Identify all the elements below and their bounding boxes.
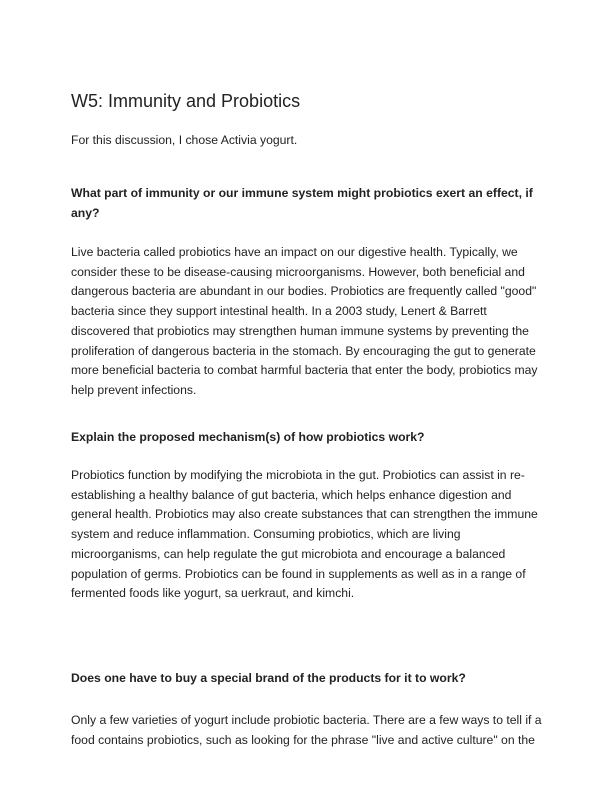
answer-line: discovered that probiotics may strengthen human immune systems by preventing the <box>71 323 529 338</box>
answer-line: microorganisms, can help regulate the gut microbiota and encourage a balanced <box>71 546 506 561</box>
document-title: W5: Immunity and Probiotics <box>71 91 301 111</box>
question-line: any? <box>71 206 100 220</box>
answer-line: general health. Probiotics may also create substances that can strengthen the immune <box>71 507 538 522</box>
answer-line: Live bacteria called probiotics have an impact on our digestive health. Typically, we <box>71 245 518 259</box>
answer-line: bacteria since they support intestinal health. In a 2003 study, Lenert & Barrett <box>71 304 487 319</box>
answer-line: consider these to be disease-causing microorganisms. However, both beneficial and <box>71 264 525 279</box>
answer-line: population of germs. Probiotics can be found in supplements as well as in a range of <box>71 566 526 581</box>
answer-line: system and reduce inflammation. Consuming probiotics, which are living <box>71 527 461 542</box>
answer-line: proliferation of dangerous bacteria in the stomach. By encouraging the gut to generate <box>71 343 536 358</box>
answer-line: establishing a healthy balance of gut bacteria, which helps enhance digestion and <box>71 487 512 502</box>
answer-line: dangerous bacteria are abundant in our bodies. Probiotics are frequently called "good" <box>71 284 537 299</box>
question-heading-brand <box>71 668 541 688</box>
answer-line: food contains probiotics, such as looking for the phrase "live and active culture" on the <box>71 732 535 747</box>
question-heading-immunity <box>71 183 541 223</box>
answer-line: help prevent infections. <box>71 382 197 397</box>
answer-paragraph-immunity <box>71 243 541 401</box>
answer-line: Probiotics function by modifying the microbiota in the gut. Probiotics can assist in re- <box>71 468 525 482</box>
intro-paragraph: For this discussion, I chose Activia yogurt. <box>71 133 298 147</box>
question-heading-mechanism <box>71 427 541 447</box>
question-line: Does one have to buy a special brand of the products for it to work? <box>71 671 466 685</box>
answer-paragraph-brand <box>71 711 541 750</box>
answer-line: Only a few varieties of yogurt include probiotic bacteria. There are a few ways to tell if a <box>71 713 542 727</box>
answer-line: fermented foods like yogurt, sa uerkraut, and kimchi. <box>71 586 355 601</box>
answer-paragraph-mechanism <box>71 466 541 604</box>
answer-line: more beneficial bacteria to combat harmful bacteria that enter the body, probiotics may <box>71 363 538 378</box>
question-line: Explain the proposed mechanism(s) of how probiotics work? <box>71 430 425 444</box>
question-line: What part of immunity or our immune system might probiotics exert an effect, if <box>71 186 533 200</box>
